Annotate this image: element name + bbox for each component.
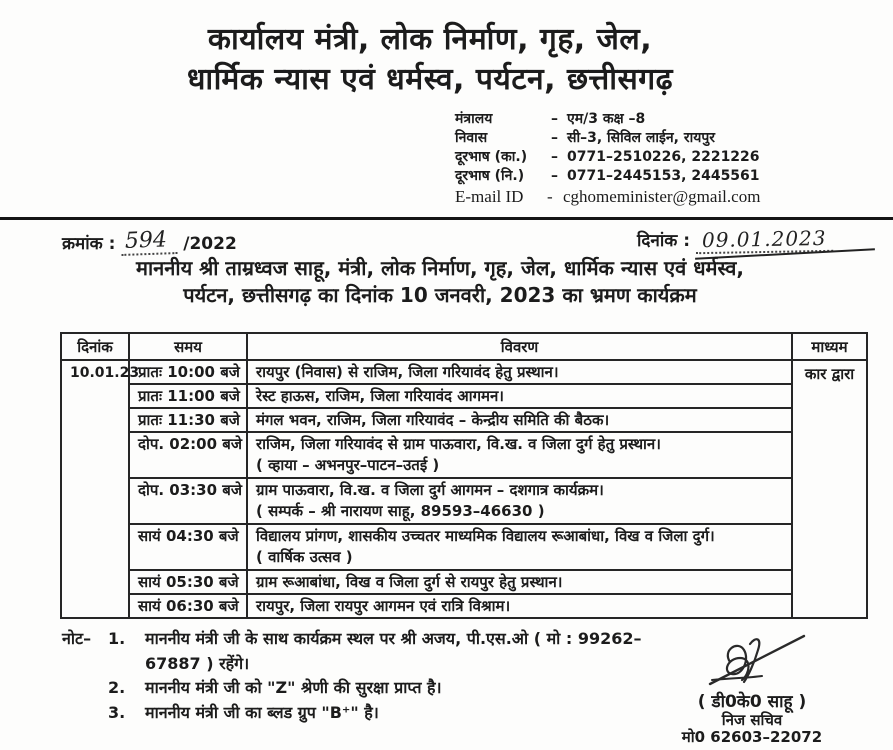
details-cell: रायपुर (निवास) से राजिम, जिला गरियावंद हेतु प्रस्थान। [247, 360, 792, 384]
details-cell [247, 432, 792, 478]
contact-value: 0771–2445153, 2445561 [567, 168, 760, 184]
schedule-table-wrapper [60, 332, 868, 619]
date-cell: 10.01.23 [61, 360, 129, 618]
serial-number-label: क्रमांक : [62, 234, 116, 254]
note-number: 1. [108, 629, 126, 648]
table-row [61, 570, 867, 594]
contact-block [455, 110, 805, 208]
details-cell: रेस्ट हाऊस, राजिम, जिला गरियावंद आगमन। [247, 384, 792, 408]
table-header-row [61, 333, 867, 360]
contact-label: दूरभाष (नि.) [455, 168, 525, 184]
details-line1: राजिम, जिला गरियावंद से ग्राम पाऊवारा, वि.ख. व जिला दुर्ग हेतु प्रस्थान। [256, 435, 661, 453]
contact-separator: – [551, 149, 558, 165]
details-cell [247, 524, 792, 570]
contact-label: मंत्रालय [455, 111, 493, 127]
table-row [61, 524, 867, 570]
table-row [61, 432, 867, 478]
contact-separator: – [551, 168, 558, 184]
details-line2: ( सम्पर्क – श्री नारायण साहू, 89593–46630 ) [256, 502, 545, 520]
note-item [62, 676, 682, 701]
note-number: 3. [108, 702, 126, 722]
signatory-phone: मो0 62603–22072 [681, 728, 823, 746]
table-row [61, 478, 867, 524]
table-row [61, 360, 867, 384]
serial-number-handwritten: 594 [121, 227, 178, 256]
medium-cell: कार द्वारा [792, 360, 867, 618]
signatory-designation: निज सचिव [721, 711, 783, 729]
time-cell: दोप. 03:30 बजे [129, 478, 247, 524]
date-label: दिनांक : [637, 231, 691, 251]
contact-row-mantralaya [455, 110, 805, 129]
time-cell: प्रातः 10:00 बजे [129, 360, 247, 384]
contact-label: निवास [455, 130, 488, 146]
header-divider-line [0, 217, 893, 220]
serial-number-field [62, 227, 237, 257]
schedule-table [60, 332, 868, 619]
details-line2: ( व्हाया – अभनपुर–पाटन–उतई ) [256, 456, 440, 474]
program-title-line2: पर्यटन, छत्तीसगढ़ का दिनांक 10 जनवरी, 2023 का भ्रमण कार्यक्रम [183, 283, 697, 307]
table-row [61, 594, 867, 618]
contact-value: सी–3, सिविल लाईन, रायपुर [567, 130, 715, 146]
contact-value: 0771–2510226, 2221226 [567, 149, 760, 165]
details-line1: विद्यालय प्रांगण, शासकीय उच्चतर माध्यमिक विद्यालय रूआबांधा, विख व जिला दुर्ग। [256, 527, 715, 545]
signature-scribble [692, 628, 812, 692]
contact-value: एम/3 कक्ष –8 [567, 111, 646, 127]
table-row [61, 408, 867, 432]
date-field [637, 227, 832, 253]
time-cell: सायं 05:30 बजे [129, 570, 247, 594]
note-text: माननीय मंत्री जी को "Z" श्रेणी की सुरक्षा प्राप्त है। [145, 678, 442, 697]
time-cell: प्रातः 11:30 बजे [129, 408, 247, 432]
time-cell: दोप. 02:00 बजे [129, 432, 247, 478]
contact-separator: – [551, 130, 558, 146]
contact-separator: - [547, 187, 553, 206]
notes-section [62, 627, 682, 725]
contact-row-email [455, 186, 805, 208]
time-cell: सायं 06:30 बजे [129, 594, 247, 618]
contact-label: दूरभाष (का.) [455, 149, 528, 165]
details-cell: रायपुर, जिला रायपुर आगमन एवं रात्रि विश्राम। [247, 594, 792, 618]
table-row [61, 384, 867, 408]
details-cell: ग्राम रूआबांधा, विख व जिला दुर्ग से रायपुर हेतु प्रस्थान। [247, 570, 792, 594]
note-number: 2. [108, 678, 126, 697]
column-header-details: विवरण [247, 333, 792, 360]
details-cell: मंगल भवन, राजिम, जिला गरियावंद – केन्द्रीय समिति की बैठक। [247, 408, 792, 432]
note-text: माननीय मंत्री जी का ब्लड ग्रुप "B⁺" है। [145, 702, 379, 722]
details-line1: ग्राम पाऊवारा, वि.ख. व जिला दुर्ग आगमन – दशगात्र कार्यक्रम। [256, 481, 604, 499]
notes-label: नोट– [62, 629, 92, 648]
details-cell [247, 478, 792, 524]
serial-number-year: /2022 [183, 234, 237, 254]
reference-row [62, 227, 862, 257]
date-handwritten: 09.01.2023 [696, 226, 833, 254]
contact-row-phone-residence [455, 167, 805, 186]
time-cell: सायं 04:30 बजे [129, 524, 247, 570]
program-title [0, 255, 880, 309]
signature-block [652, 628, 852, 746]
contact-row-niwas [455, 129, 805, 148]
column-header-time: समय [129, 333, 247, 360]
column-header-date: दिनांक [61, 333, 129, 360]
time-cell: प्रातः 11:00 बजे [129, 384, 247, 408]
letterhead [0, 20, 860, 100]
note-text: माननीय मंत्री जी के साथ कार्यक्रम स्थल पर श्री अजय, पी.एस.ओ ( मो : 99262–67887 ) रहेंगे। [145, 629, 642, 673]
contact-row-phone-office [455, 148, 805, 167]
details-line2: ( वार्षिक उत्सव ) [256, 548, 353, 566]
program-title-line1: माननीय श्री ताम्रध्वज साहू, मंत्री, लोक निर्माण, गृह, जेल, धार्मिक न्यास एवं धर्मस्व, [136, 256, 744, 280]
email-address: cghomeminister@gmail.com [563, 187, 761, 206]
office-title-line1: कार्यालय मंत्री, लोक निर्माण, गृह, जेल, [207, 22, 653, 57]
contact-label: E-mail ID [455, 187, 524, 206]
signatory-name: ( डी0के0 साहू ) [697, 692, 807, 712]
contact-separator: – [551, 111, 558, 127]
note-item [62, 627, 682, 676]
column-header-medium: माध्यम [792, 333, 867, 360]
office-title-line2: धार्मिक न्यास एवं धर्मस्व, पर्यटन, छत्तीसगढ़ [186, 62, 674, 97]
note-item [62, 701, 682, 726]
